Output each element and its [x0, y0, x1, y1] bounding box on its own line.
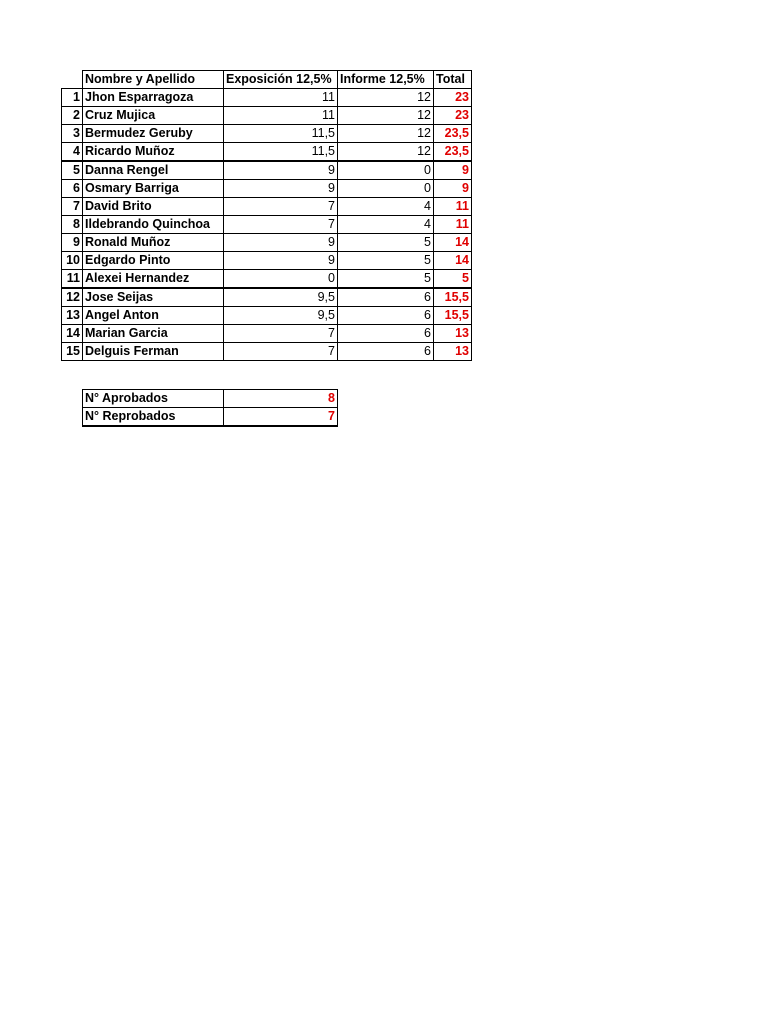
informe-cell[interactable]: 5: [338, 234, 434, 252]
row-index-cell[interactable]: 9: [62, 234, 83, 252]
total-cell[interactable]: 23,5: [434, 125, 472, 143]
exposicion-cell[interactable]: 11,5: [224, 143, 338, 162]
summary-row-reprobados: [83, 408, 338, 427]
exposicion-cell[interactable]: 11,5: [224, 125, 338, 143]
informe-cell[interactable]: 6: [338, 325, 434, 343]
exposicion-cell[interactable]: 7: [224, 216, 338, 234]
total-cell[interactable]: 14: [434, 252, 472, 270]
row-index-cell[interactable]: 3: [62, 125, 83, 143]
row-index-cell[interactable]: 14: [62, 325, 83, 343]
reprobados-label[interactable]: N° Reprobados: [83, 408, 224, 427]
table-row: [62, 143, 472, 162]
total-cell[interactable]: 5: [434, 270, 472, 289]
aprobados-value[interactable]: 8: [224, 390, 338, 408]
row-index-cell[interactable]: 6: [62, 180, 83, 198]
exposicion-cell[interactable]: 9,5: [224, 288, 338, 307]
total-cell[interactable]: 15,5: [434, 307, 472, 325]
total-cell[interactable]: 11: [434, 216, 472, 234]
grades-table: [61, 70, 472, 361]
exposicion-cell[interactable]: 11: [224, 89, 338, 107]
informe-cell[interactable]: 12: [338, 107, 434, 125]
exposicion-cell[interactable]: 9: [224, 161, 338, 180]
total-cell[interactable]: 9: [434, 161, 472, 180]
name-cell[interactable]: Alexei Hernandez: [83, 270, 224, 289]
table-row: [62, 307, 472, 325]
row-index-cell[interactable]: 1: [62, 89, 83, 107]
total-cell[interactable]: 23: [434, 89, 472, 107]
exposicion-cell[interactable]: 9,5: [224, 307, 338, 325]
table-row: [62, 89, 472, 107]
header-index-cell[interactable]: [62, 71, 83, 89]
exposicion-cell[interactable]: 7: [224, 198, 338, 216]
table-row: [62, 216, 472, 234]
table-row: [62, 125, 472, 143]
name-cell[interactable]: Ronald Muñoz: [83, 234, 224, 252]
exposicion-cell[interactable]: 11: [224, 107, 338, 125]
table-row: [62, 270, 472, 289]
informe-cell[interactable]: 0: [338, 180, 434, 198]
informe-cell[interactable]: 6: [338, 343, 434, 361]
name-cell[interactable]: Jhon Esparragoza: [83, 89, 224, 107]
name-cell[interactable]: Danna Rengel: [83, 161, 224, 180]
row-index-cell[interactable]: 8: [62, 216, 83, 234]
informe-cell[interactable]: 5: [338, 270, 434, 289]
row-index-cell[interactable]: 11: [62, 270, 83, 289]
name-cell[interactable]: Edgardo Pinto: [83, 252, 224, 270]
informe-cell[interactable]: 4: [338, 216, 434, 234]
exposicion-cell[interactable]: 9: [224, 234, 338, 252]
exposicion-cell[interactable]: 7: [224, 325, 338, 343]
name-cell[interactable]: Ildebrando Quinchoa: [83, 216, 224, 234]
name-cell[interactable]: Osmary Barriga: [83, 180, 224, 198]
name-cell[interactable]: Ricardo Muñoz: [83, 143, 224, 162]
row-index-cell[interactable]: 10: [62, 252, 83, 270]
exposicion-cell[interactable]: 7: [224, 343, 338, 361]
summary-row-aprobados: [83, 390, 338, 408]
exposicion-cell[interactable]: 9: [224, 180, 338, 198]
informe-cell[interactable]: 12: [338, 89, 434, 107]
grade-rows: [62, 89, 472, 361]
informe-cell[interactable]: 12: [338, 125, 434, 143]
total-cell[interactable]: 13: [434, 343, 472, 361]
summary-table: [82, 389, 338, 427]
name-cell[interactable]: David Brito: [83, 198, 224, 216]
table-row: [62, 252, 472, 270]
header-name[interactable]: Nombre y Apellido: [83, 71, 224, 89]
informe-cell[interactable]: 0: [338, 161, 434, 180]
informe-cell[interactable]: 5: [338, 252, 434, 270]
total-cell[interactable]: 15,5: [434, 288, 472, 307]
header-row: [62, 71, 472, 89]
total-cell[interactable]: 14: [434, 234, 472, 252]
table-row: [62, 325, 472, 343]
total-cell[interactable]: 23: [434, 107, 472, 125]
table-row: [62, 234, 472, 252]
name-cell[interactable]: Cruz Mujica: [83, 107, 224, 125]
name-cell[interactable]: Bermudez Geruby: [83, 125, 224, 143]
total-cell[interactable]: 11: [434, 198, 472, 216]
table-row: [62, 343, 472, 361]
name-cell[interactable]: Delguis Ferman: [83, 343, 224, 361]
total-cell[interactable]: 13: [434, 325, 472, 343]
row-index-cell[interactable]: 7: [62, 198, 83, 216]
row-index-cell[interactable]: 12: [62, 288, 83, 307]
header-exposicion[interactable]: Exposición 12,5%: [224, 71, 338, 89]
total-cell[interactable]: 23,5: [434, 143, 472, 162]
aprobados-label[interactable]: N° Aprobados: [83, 390, 224, 408]
informe-cell[interactable]: 6: [338, 288, 434, 307]
row-index-cell[interactable]: 4: [62, 143, 83, 162]
table-row: [62, 161, 472, 180]
row-index-cell[interactable]: 2: [62, 107, 83, 125]
row-index-cell[interactable]: 15: [62, 343, 83, 361]
informe-cell[interactable]: 12: [338, 143, 434, 162]
reprobados-value[interactable]: 7: [224, 408, 338, 427]
table-row: [62, 288, 472, 307]
informe-cell[interactable]: 6: [338, 307, 434, 325]
row-index-cell[interactable]: 5: [62, 161, 83, 180]
name-cell[interactable]: Angel Anton: [83, 307, 224, 325]
table-row: [62, 198, 472, 216]
total-cell[interactable]: 9: [434, 180, 472, 198]
name-cell[interactable]: Marian Garcia: [83, 325, 224, 343]
header-informe[interactable]: Informe 12,5%: [338, 71, 434, 89]
header-total[interactable]: Total: [434, 71, 472, 89]
row-index-cell[interactable]: 13: [62, 307, 83, 325]
table-row: [62, 180, 472, 198]
table-row: [62, 107, 472, 125]
exposicion-cell[interactable]: 0: [224, 270, 338, 289]
exposicion-cell[interactable]: 9: [224, 252, 338, 270]
informe-cell[interactable]: 4: [338, 198, 434, 216]
name-cell[interactable]: Jose Seijas: [83, 288, 224, 307]
